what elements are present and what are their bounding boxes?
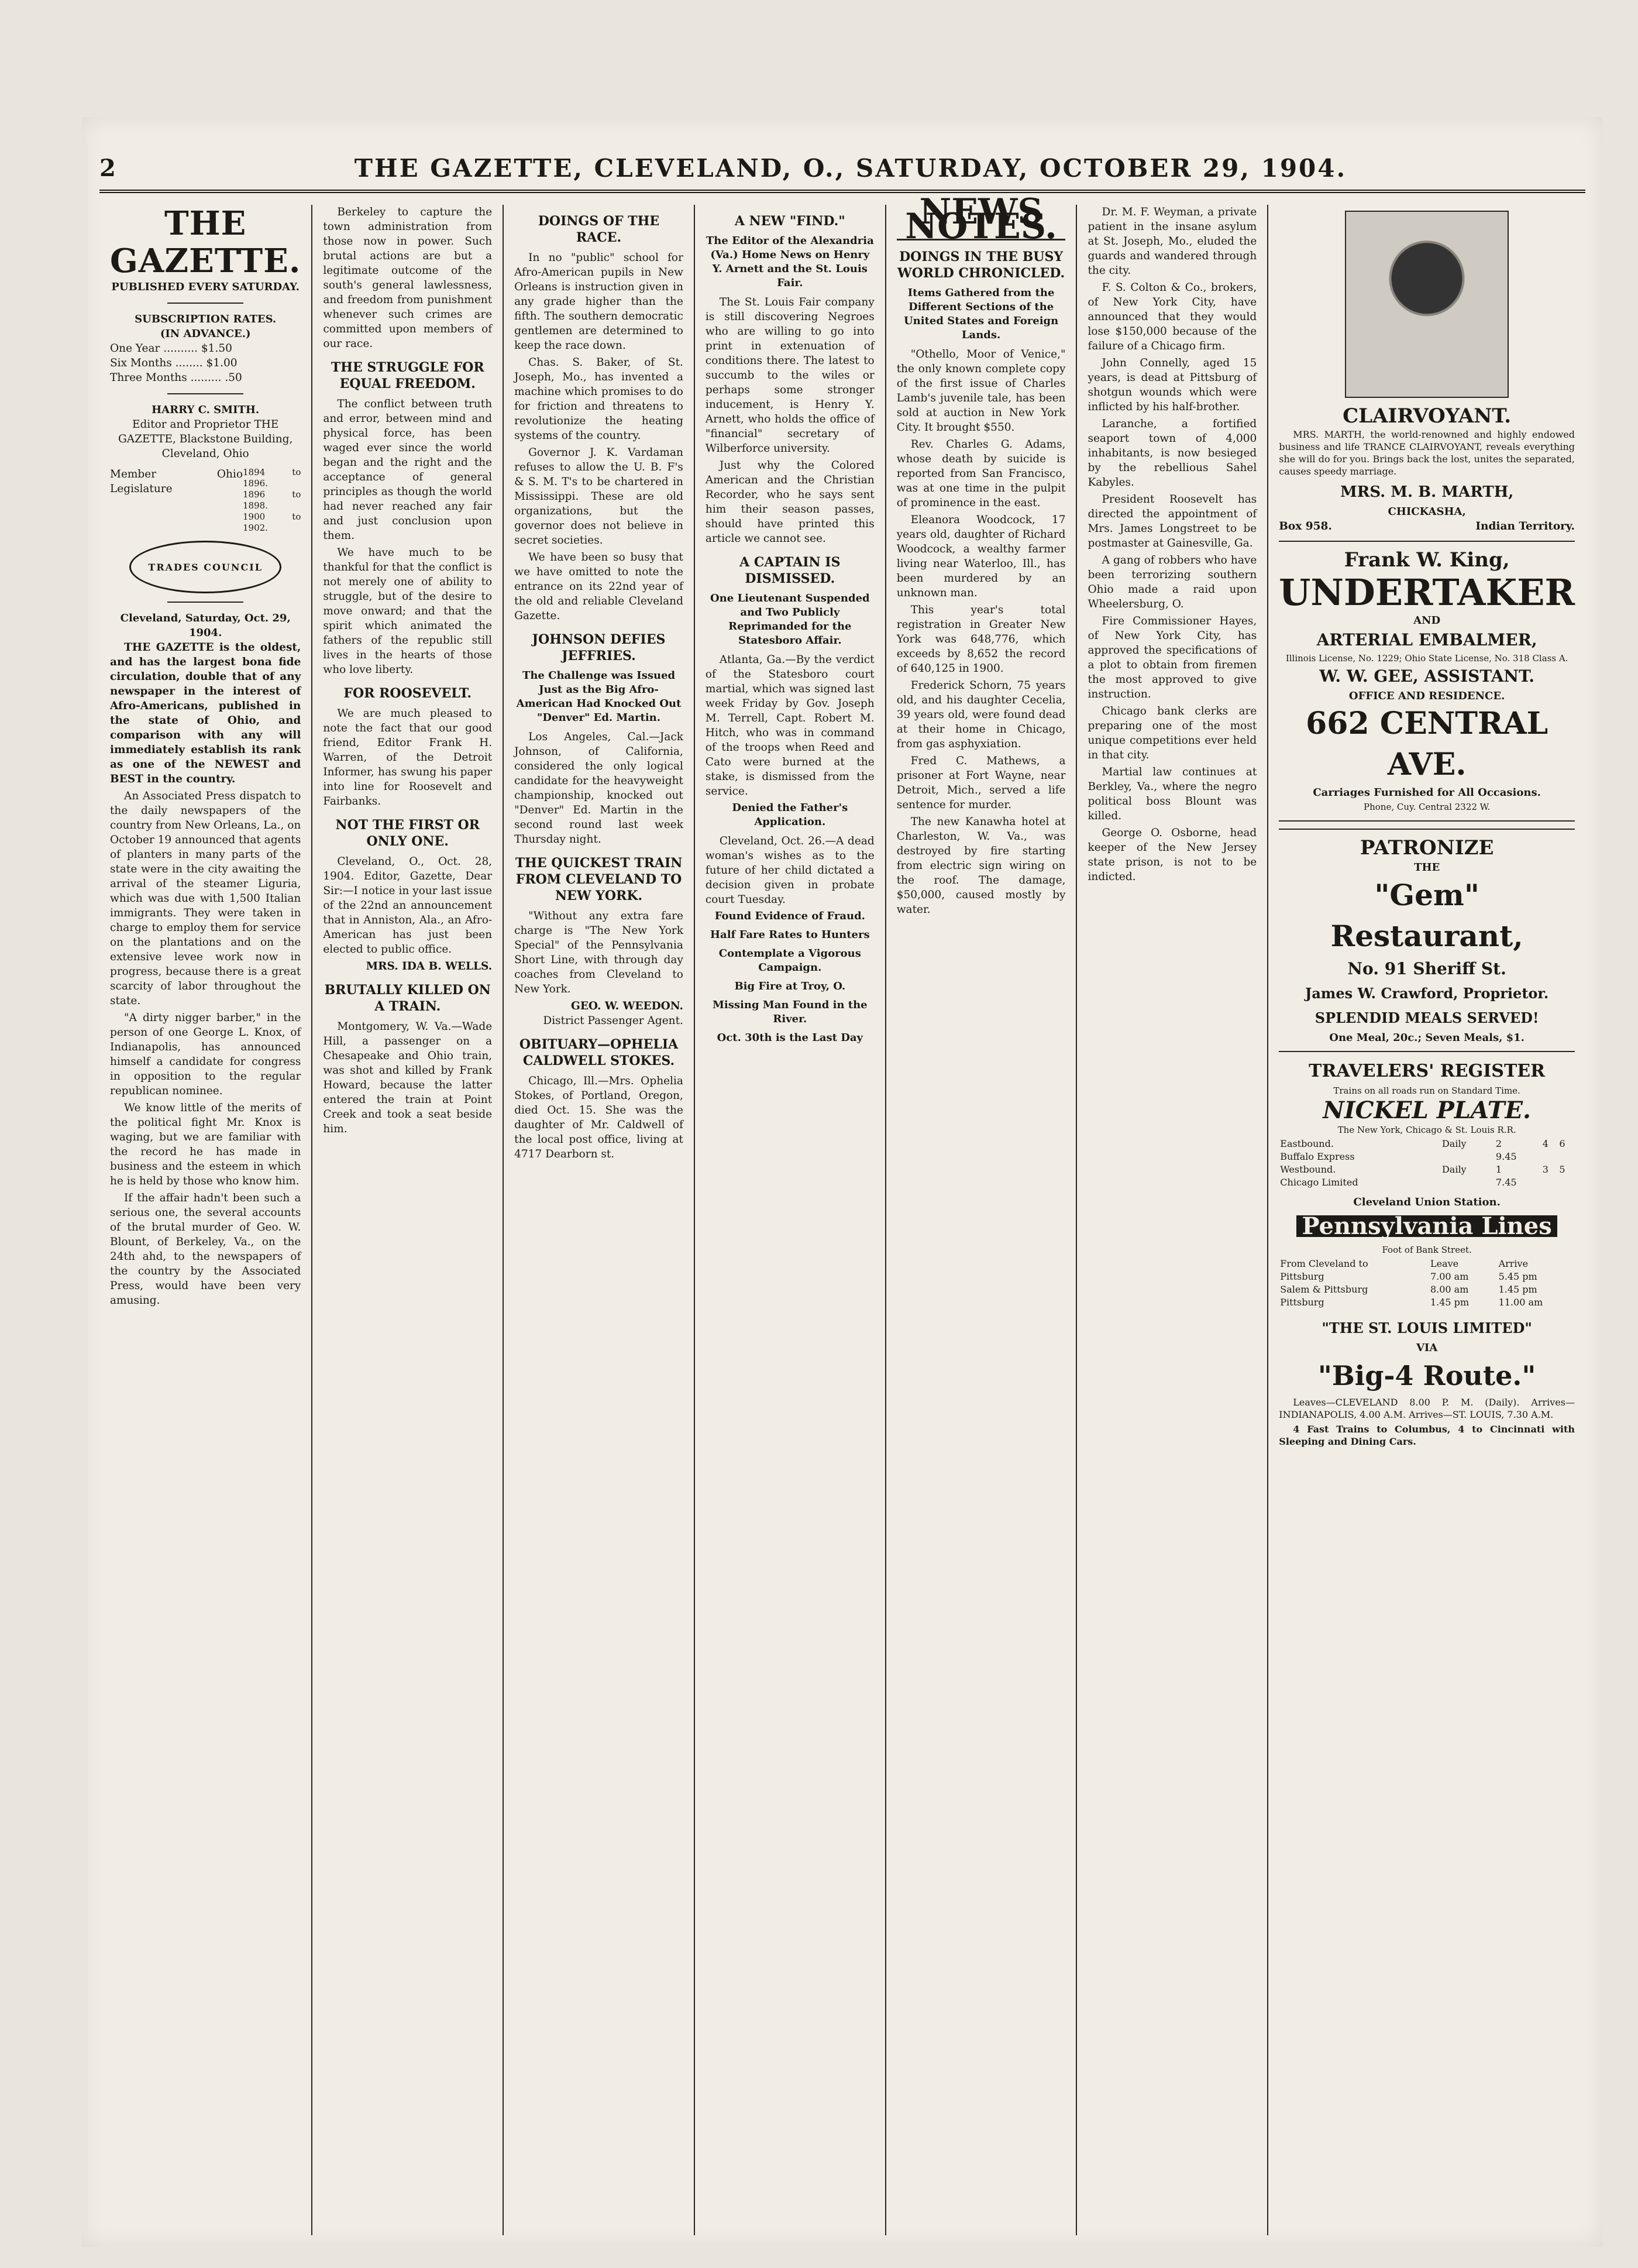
- article-paragraph: The St. Louis Fair company is still discovering Negroes who are willing to go into print in extenuation of conditions there. The latest to succumb to the wiles or perhaps some stronger inducement, is Henry Y. Arnett, who holds the office of "financial" secretary of Wilberforce university.: [705, 296, 875, 455]
- restaurant-price: One Meal, 20c.; Seven Meals, $1.: [1329, 1032, 1525, 1044]
- undertaker-ad: [1279, 541, 1575, 822]
- article-paragraph: Fire Commissioner Hayes, of New York City, has approved the specifications of a plot to obtain from firemen the most approved to give instruction.: [1088, 615, 1257, 700]
- headline: Denied the Father's Application.: [732, 802, 848, 828]
- article-paragraph: Chicago, Ill.—Mrs. Ophelia Stokes, of Portland, Oregon, died Oct. 15. She was the daughter of Mr. Caldwell of the local post office, living at 4717 Dearborn st.: [514, 1075, 683, 1160]
- headline: THE STRUGGLE FOR EQUAL FREEDOM.: [331, 360, 484, 391]
- rates-title: SUBSCRIPTION RATES.: [135, 313, 277, 325]
- rate-line: Six Months ........ $1.00: [110, 357, 238, 369]
- subheadline: The Challenge was Issued Just as the Big Afro-American Had Knocked Out "Denver" Ed. Martin.: [516, 669, 682, 724]
- headline: Missing Man Found in the River.: [713, 999, 868, 1025]
- union-seal-icon: TRADES COUNCIL: [129, 541, 281, 593]
- pennsylvania-sub: Foot of Bank Street.: [1382, 1245, 1472, 1255]
- article-paragraph: A gang of robbers who have been terrorizing southern Ohio made a raid upon Wheelersburg, O.: [1088, 554, 1257, 610]
- restaurant-meals: SPLENDID MEALS SERVED!: [1314, 1009, 1539, 1026]
- agent-role: District Passenger Agent.: [543, 1015, 683, 1027]
- nickel-plate-timetable: [1279, 1138, 1575, 1189]
- table-row: From Cleveland to Leave Arrive: [1280, 1258, 1529, 1269]
- legislature-label: Member Ohio Legislature: [110, 468, 243, 495]
- register-title: TRAVELERS' REGISTER: [1309, 1061, 1546, 1081]
- signature: MRS. IDA B. WELLS.: [366, 960, 493, 973]
- columns: [99, 191, 1585, 2235]
- undertaker-assistant: W. W. GEE, ASSISTANT.: [1319, 666, 1534, 686]
- article-paragraph: We know little of the merits of the political fight Mr. Knox is waging, but we are familiar with the record he has made in business and the esteem in which he is held by those who know him.: [110, 1102, 301, 1187]
- undertaker-license: Illinois License, No. 1229; Ohio State License, No. 318 Class A.: [1285, 653, 1568, 664]
- st-louis-limited-title: "THE ST. LOUIS LIMITED": [1322, 1319, 1532, 1336]
- article-paragraph: Martial law continues at Berkley, Va., where the negro political boss Blount was killed.: [1088, 766, 1257, 822]
- headline: FOR ROOSEVELT.: [343, 686, 472, 701]
- article-paragraph: "Othello, Moor of Venice," the only known complete copy of the first issue of Charles Lamb's juvenile tale, has been sold at auction in New York City. It brought $550.: [896, 348, 1066, 434]
- article-paragraph: Los Angeles, Cal.—Jack Johnson, of California, considered the only logical candidate for the heavyweight championship, knocked out "Denver" Ed. Martin in the second round last week Thursday night.: [514, 731, 683, 846]
- restaurant-ad: [1279, 829, 1575, 1052]
- restaurant-owner: James W. Crawford, Proprietor.: [1305, 985, 1549, 1002]
- legislature-block: [110, 467, 301, 534]
- article-paragraph: President Roosevelt has directed the appointment of Mrs. James Longstreet to be postmaster at Gainesville, Ga.: [1088, 493, 1257, 549]
- article-paragraph: Chicago bank clerks are preparing one of the most unique competitions ever held in that city.: [1088, 705, 1257, 761]
- headline: BRUTALLY KILLED ON A TRAIN.: [324, 982, 491, 1014]
- undertaker-office: OFFICE AND RESIDENCE.: [1348, 690, 1505, 702]
- article-paragraph: Atlanta, Ga.—By the verdict of the Statesboro court martial, which was signed last week Friday by Gov. Joseph M. Terrell, Capt. Robert M. Hitch, who was in command of the troops when Reed and Cato were burned at the stake, is dismissed from the service.: [705, 654, 875, 798]
- masthead: [99, 146, 1585, 193]
- headline: Found Evidence of Fraud.: [714, 910, 865, 922]
- subheadline: The Editor of the Alexandria (Va.) Home News on Henry Y. Arnett and the St. Louis Fair.: [706, 235, 874, 289]
- agent-name: GEO. W. WEEDON.: [571, 1000, 683, 1012]
- article-paragraph: "A dirty nigger barber," in the person of one George L. Knox, of Indianapolis, has announced himself a candidate for congress in opposition to the regular republican nominee.: [110, 1012, 301, 1097]
- table-row: Buffalo Express 9.45: [1280, 1151, 1517, 1162]
- undertaker-carriages: Carriages Furnished for All Occasions.: [1313, 786, 1541, 799]
- column-1: [99, 205, 312, 2235]
- undertaker-headline: UNDERTAKER: [1279, 571, 1575, 614]
- article-paragraph: Cleveland, Oct. 26.—A dead woman's wishes as to the future of her child dictated a decision given in probate court Tuesday.: [705, 835, 875, 906]
- clairvoyant-title: CLAIRVOYANT.: [1343, 404, 1512, 428]
- st-louis-via: VIA: [1416, 1342, 1438, 1354]
- nickel-plate-sub: The New York, Chicago & St. Louis R.R.: [1337, 1125, 1516, 1135]
- big-four-route: "Big-4 Route.": [1317, 1360, 1536, 1391]
- undertaker-title: ARTERIAL EMBALMER,: [1316, 630, 1537, 650]
- column-6: [1077, 205, 1268, 2235]
- article-paragraph: This year's total registration in Greater New York was 648,776, which exceeds by 8,652 the record of 640,125 in 1900.: [896, 604, 1066, 675]
- nickel-plate-logo: NICKEL PLATE.: [1323, 1097, 1531, 1124]
- clairvoyant-place: CHICKASHA,: [1388, 506, 1466, 518]
- subheadline: One Lieutenant Suspended and Two Publicly Reprimanded for the Statesboro Affair.: [710, 592, 870, 647]
- article-paragraph: George O. Osborne, head keeper of the New Jersey state prison, is not to be indicted.: [1088, 827, 1257, 883]
- article-paragraph: F. S. Colton & Co., brokers, of New York City, have announced that they would lose $150,000 because of the failure of a Chicago firm.: [1088, 281, 1257, 352]
- clairvoyant-text: MRS. MARTH, the world-renowned and highly endowed business and life TRANCE CLAIRVOYANT, reveals everything she will do for you. Brings back the lost, unites the separated, causes speedy marriage.: [1279, 429, 1575, 477]
- restaurant-patronize: PATRONIZE: [1360, 836, 1494, 860]
- restaurant-address: No. 91 Sheriff St.: [1347, 959, 1506, 978]
- column-3: [504, 205, 695, 2235]
- article-paragraph: Eleanora Woodcock, 17 years old, daughter of Richard Woodcock, a wealthy farmer living near Waterloo, Ill., has been murdered by an unknown man.: [896, 514, 1066, 599]
- headline: DOINGS IN THE BUSY WORLD CHRONICLED.: [897, 249, 1065, 281]
- headline: NOT THE FIRST OR ONLY ONE.: [335, 817, 480, 849]
- editor-name: HARRY C. SMITH.: [152, 404, 260, 416]
- article-paragraph: John Connelly, aged 15 years, is dead at Pittsburg of shotgun wounds which were inflicted by his half-brother.: [1088, 357, 1257, 413]
- article-paragraph: In no "public" school for Afro-American pupils in New Orleans is instruction given in any grade higher than the fifth. The southern democratic gentlemen are determined to keep the race down.: [514, 252, 683, 352]
- term: 1900 to 1902.: [243, 511, 301, 533]
- lead-paragraph: THE GAZETTE is the oldest, and has the largest bona fide circulation, double that of any newspaper in the interest of Afro-Americans, published in the state of Ohio, and comparison with any will immediately establish its rank as one of the NEWEST and BEST in the country.: [110, 641, 301, 785]
- rates-sub: (IN ADVANCE.): [160, 328, 251, 340]
- st-louis-trains: 4 Fast Trains to Columbus, 4 to Cincinnati with Sleeping and Dining Cars.: [1279, 1424, 1575, 1447]
- st-louis-schedule: Leaves—CLEVELAND 8.00 P. M. (Daily). Arrives—INDIANAPOLIS, 4.00 A.M. Arrives—ST. LOUIS, 7.30 A.M.: [1279, 1397, 1575, 1420]
- undertaker-phone: Phone, Cuy. Central 2322 W.: [1364, 802, 1491, 812]
- newspaper-page: [82, 117, 1603, 2247]
- restaurant-the: THE: [1414, 861, 1440, 874]
- article-paragraph: We are much pleased to note the fact that our good friend, Editor Frank H. Warren, of the Detroit Informer, has swung his paper into line for Roosevelt and Fairbanks.: [323, 707, 493, 807]
- pennsylvania-timetable: [1279, 1257, 1575, 1309]
- column-2: [312, 205, 504, 2235]
- article-paragraph: The conflict between truth and error, between mind and physical force, has been waged ever since the world began and the right and the acceptance of general principles as though the world had never reached any fair and just conclusion upon them.: [323, 398, 493, 542]
- headline: Half Fare Rates to Hunters: [710, 929, 870, 941]
- article-paragraph: Frederick Schorn, 75 years old, and his daughter Cecelia, 39 years old, were found dead at their home in Chicago, from gas asphyxiation.: [896, 679, 1066, 750]
- table-row: Chicago Limited 7.45: [1280, 1177, 1517, 1188]
- article-paragraph: Dr. M. F. Weyman, a private patient in the insane asylum at St. Joseph, Mo., eluded the guards and wandered through the city.: [1088, 206, 1257, 277]
- headline: A NEW "FIND.": [734, 214, 845, 229]
- term: 1894 to 1896.: [243, 467, 301, 489]
- article-paragraph: The new Kanawha hotel at Charleston, W. Va., was destroyed by fire starting from electric sign wiring on the roof. The damage, $50,000, caused mostly by water.: [896, 816, 1066, 916]
- editor-role: Editor and Proprietor THE GAZETTE, Blackstone Building, Cleveland, Ohio: [118, 418, 293, 460]
- headline: Big Fire at Troy, O.: [734, 980, 846, 992]
- pennsylvania-lines-logo: Pennsylvania Lines: [1296, 1215, 1557, 1237]
- article-paragraph: Rev. Charles G. Adams, whose death by suicide is reported from San Francisco, was at one time in the pulpit of prominence in the east.: [896, 438, 1066, 509]
- undertaker-name: Frank W. King,: [1344, 548, 1510, 572]
- rate-line: One Year .......... $1.50: [110, 342, 232, 355]
- undertaker-address: 662 CENTRAL AVE.: [1306, 706, 1548, 782]
- article-paragraph: If the affair hadn't been such a serious one, the several accounts of the brutal murder of Geo. W. Blount, of Berkeley, Va., on the 24th ahd, to the newspapers of the country by the Associated Press, would have been very amusing.: [110, 1192, 301, 1307]
- table-row: Pittsburg 1.45 pm 11.00 am: [1280, 1297, 1543, 1308]
- article-paragraph: An Associated Press dispatch to the daily newspapers of the country from New Orleans, La., on October 19 announced that agents of planters in many parts of the state were in the city awaiting the arrival of the steamer Liguria, which was due with 1,500 Italian immigrants. They were taken in charge to employ them for service on the plantations and on the extensive levee work now in progress, because there is a great scarcity of labor throughout the state.: [110, 790, 301, 1007]
- clairvoyant-box: Box 958.: [1279, 520, 1332, 532]
- headline: DOINGS OF THE RACE.: [538, 214, 660, 245]
- article-paragraph: "Without any extra fare charge is "The New York Special" of the Pennsylvania Short Line, with through day coaches from Cleveland to New York.: [514, 910, 683, 995]
- table-row: Pittsburg 7.00 am 5.45 pm: [1280, 1271, 1537, 1282]
- article-paragraph: Laranche, a fortified seaport town of 4,000 inhabitants, is now besieged by the rebellious Sahel Kabyles.: [1088, 418, 1257, 489]
- published-line: PUBLISHED EVERY SATURDAY.: [111, 281, 300, 293]
- article-paragraph: Governor J. K. Vardaman refuses to allow the U. B. F's & S. M. T's to be chartered in Mississippi. These are old organizations, but the governor does not believe in secret societies.: [514, 446, 683, 547]
- union-station: Cleveland Union Station.: [1353, 1196, 1501, 1208]
- news-notes-title: NEWS NOTES.: [897, 205, 1066, 240]
- article-paragraph: Berkeley to capture the town administration from those now in power. Such brutal actions are but a legitimate outcome of the south's general lawlessness, and freedom from punishment whenever such crimes are committed upon members of our race.: [323, 206, 493, 350]
- article-paragraph: Montgomery, W. Va.—Wade Hill, a passenger on a Chesapeake and Ohio train, was shot and killed by Frank Howard, because the latter entered the train at Point Creek and took a seat beside him.: [323, 1020, 493, 1135]
- table-row: Eastbound. Daily 2 4 6: [1280, 1138, 1565, 1149]
- table-row: Westbound. Daily 1 3 5: [1280, 1164, 1565, 1175]
- page-number: 2: [99, 154, 116, 182]
- restaurant-name: "Gem" Restaurant,: [1330, 878, 1523, 953]
- rate-line: Three Months ......... .50: [110, 372, 242, 384]
- paper-title: THE GAZETTE.: [110, 204, 301, 280]
- column-5: [886, 191, 1078, 2235]
- clairvoyant-portrait-image: [1345, 211, 1509, 398]
- article-paragraph: Fred C. Mathews, a prisoner at Fort Wayne, near Detroit, Mich., served a life sentence for murder.: [896, 755, 1066, 811]
- headline: A CAPTAIN IS DISMISSED.: [739, 555, 841, 586]
- register-sub: Trains on all roads run on Standard Time.: [1333, 1085, 1520, 1096]
- headline: Oct. 30th is the Last Day: [717, 1032, 863, 1044]
- column-4: [695, 205, 886, 2235]
- article-paragraph: Just why the Colored American and the Christian Recorder, who he says sent him their season passes, should have printed this article we cannot see.: [705, 459, 875, 545]
- column-7-ads: [1268, 205, 1585, 2235]
- headline: Contemplate a Vigorous Campaign.: [718, 947, 861, 974]
- table-row: Salem & Pittsburg 8.00 am 1.45 pm: [1280, 1284, 1537, 1295]
- dateline: Cleveland, Saturday, Oct. 29, 1904.: [120, 612, 291, 639]
- article-paragraph: Chas. S. Baker, of St. Joseph, Mo., has invented a machine which promises to do for friction and threatens to revolutionize the heating systems of the country.: [514, 356, 683, 442]
- subheadline: Items Gathered from the Different Sections of the United States and Foreign Lands.: [903, 287, 1059, 341]
- headline: THE QUICKEST TRAIN FROM CLEVELAND TO NEW YORK.: [515, 855, 683, 903]
- article-paragraph: We have been so busy that we have omitted to note the entrance on its 22nd year of the old and reliable Cleveland Gazette.: [514, 551, 683, 622]
- term: 1896 to 1898.: [243, 489, 301, 511]
- clairvoyant-name: MRS. M. B. MARTH,: [1340, 483, 1514, 501]
- undertaker-and: AND: [1413, 614, 1441, 627]
- headline: JOHNSON DEFIES JEFFRIES.: [532, 632, 666, 664]
- clairvoyant-territory: Indian Territory.: [1475, 520, 1575, 532]
- masthead-title: THE GAZETTE, CLEVELAND, O., SATURDAY, OCTOBER 29, 1904.: [354, 153, 1347, 183]
- article-paragraph: Cleveland, O., Oct. 28, 1904. Editor, Gazette, Dear Sir:—I notice in your last issue of the 22nd an announcement that in Anniston, Ala., an Afro-American has just been elected to public office.: [323, 855, 493, 956]
- article-paragraph: We have much to be thankful for that the conflict is not merely one of ability to struggle, but of the desire to move onward; and that the spirit which animated the fathers of the republic still lives in the hearts of those who love liberty.: [323, 547, 493, 676]
- headline: OBITUARY—OPHELIA CALDWELL STOKES.: [519, 1037, 679, 1068]
